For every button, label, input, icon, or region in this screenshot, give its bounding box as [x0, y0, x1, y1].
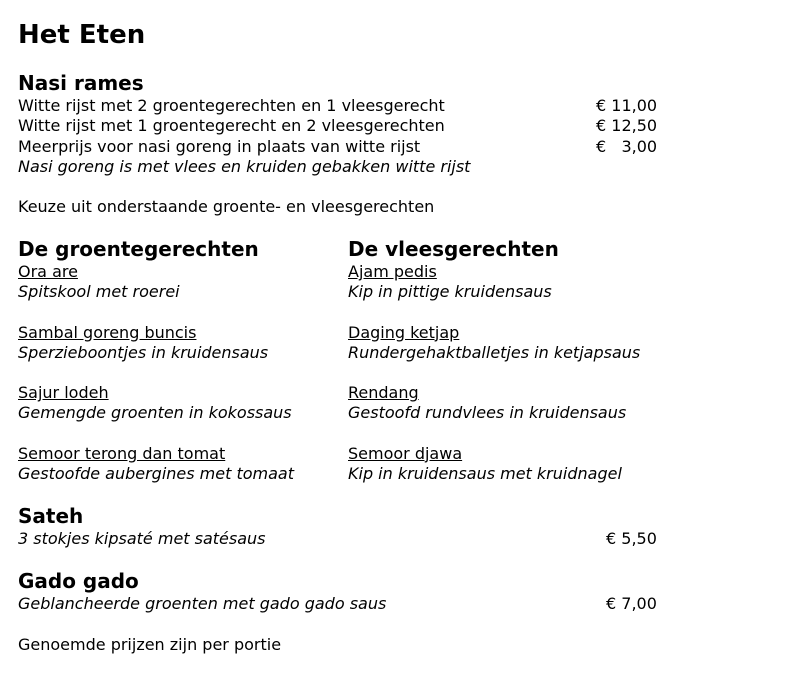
price-row-text: Witte rijst met 1 groentegerecht en 2 vleesgerechten	[18, 116, 445, 136]
meat-dishes-column	[348, 236, 641, 484]
meat-dishes-heading: De vleesgerechten	[348, 237, 559, 261]
dish-description: Sperzieboontjes in kruidensaus	[18, 342, 269, 362]
price-row	[18, 116, 778, 136]
sateh-section	[18, 503, 778, 549]
dish-name: Sajur lodeh	[18, 383, 109, 403]
dish-description: Kip in kruidensaus met kruidnagel	[348, 464, 622, 484]
price-row-price: € 11,00	[596, 96, 658, 115]
price-row	[18, 529, 778, 549]
price-row	[18, 594, 778, 614]
footnote-text: Genoemde prijzen zijn per portie	[18, 635, 282, 654]
prices-footnote	[18, 635, 778, 655]
vegetable-dishes-heading: De groentegerechten	[18, 237, 259, 261]
price-row	[18, 96, 778, 116]
page-title: Het Eten	[18, 20, 146, 50]
sateh-heading: Sateh	[18, 504, 84, 528]
dish-item	[348, 323, 640, 364]
vegetable-dishes-column	[18, 236, 294, 484]
price-row	[18, 137, 778, 157]
choice-note: Keuze uit onderstaande groente- en vleesgerechten	[18, 197, 435, 217]
gado-gado-section	[18, 568, 778, 614]
gado-gado-heading: Gado gado	[18, 569, 139, 593]
dish-name: Semoor terong dan tomat	[18, 443, 226, 463]
dish-description: Rundergehaktballetjes in ketjapsaus	[348, 342, 641, 362]
dish-item	[348, 383, 626, 424]
dish-name: Daging ketjap	[348, 322, 460, 342]
dish-item	[18, 323, 268, 364]
dish-description: Kip in pittige kruidensaus	[348, 282, 552, 302]
nasi-rames-section	[18, 70, 778, 218]
dish-description: Gestoofd rundvlees in kruidensaus	[348, 403, 627, 423]
dish-name: Ora are	[18, 262, 78, 281]
dish-item	[18, 383, 292, 424]
nasi-rames-heading: Nasi rames	[18, 71, 144, 95]
dish-name: Semoor djawa	[348, 443, 463, 463]
dish-item	[18, 444, 294, 485]
price-row-text: 3 stokjes kipsaté met satésaus	[18, 529, 266, 548]
dish-item	[18, 262, 180, 303]
price-row-text: Geblancheerde groenten met gado gado saus	[18, 594, 387, 613]
dish-description: Gestoofde aubergines met tomaat	[18, 464, 294, 484]
price-row-text: Meerprijs voor nasi goreng in plaats van witte rijst	[18, 136, 421, 156]
dish-name: Rendang	[348, 383, 419, 403]
dish-item	[348, 262, 552, 303]
nasi-goreng-note: Nasi goreng is met vlees en kruiden gebakken witte rijst	[18, 156, 471, 176]
spacer	[18, 177, 778, 197]
dish-name: Ajam pedis	[348, 262, 437, 281]
dish-item	[348, 444, 622, 485]
dish-description: Spitskool met roerei	[18, 282, 180, 302]
price-row-text: Witte rijst met 2 groentegerechten en 1 vleesgerecht	[18, 96, 445, 115]
price-row-price: € 5,50	[606, 529, 657, 548]
dish-name: Sambal goreng buncis	[18, 322, 197, 342]
price-row-price: € 12,50	[596, 116, 658, 136]
price-row-price: € 3,00	[596, 136, 658, 156]
price-row-price: € 7,00	[606, 594, 657, 613]
dish-description: Gemengde groenten in kokossaus	[18, 403, 292, 423]
